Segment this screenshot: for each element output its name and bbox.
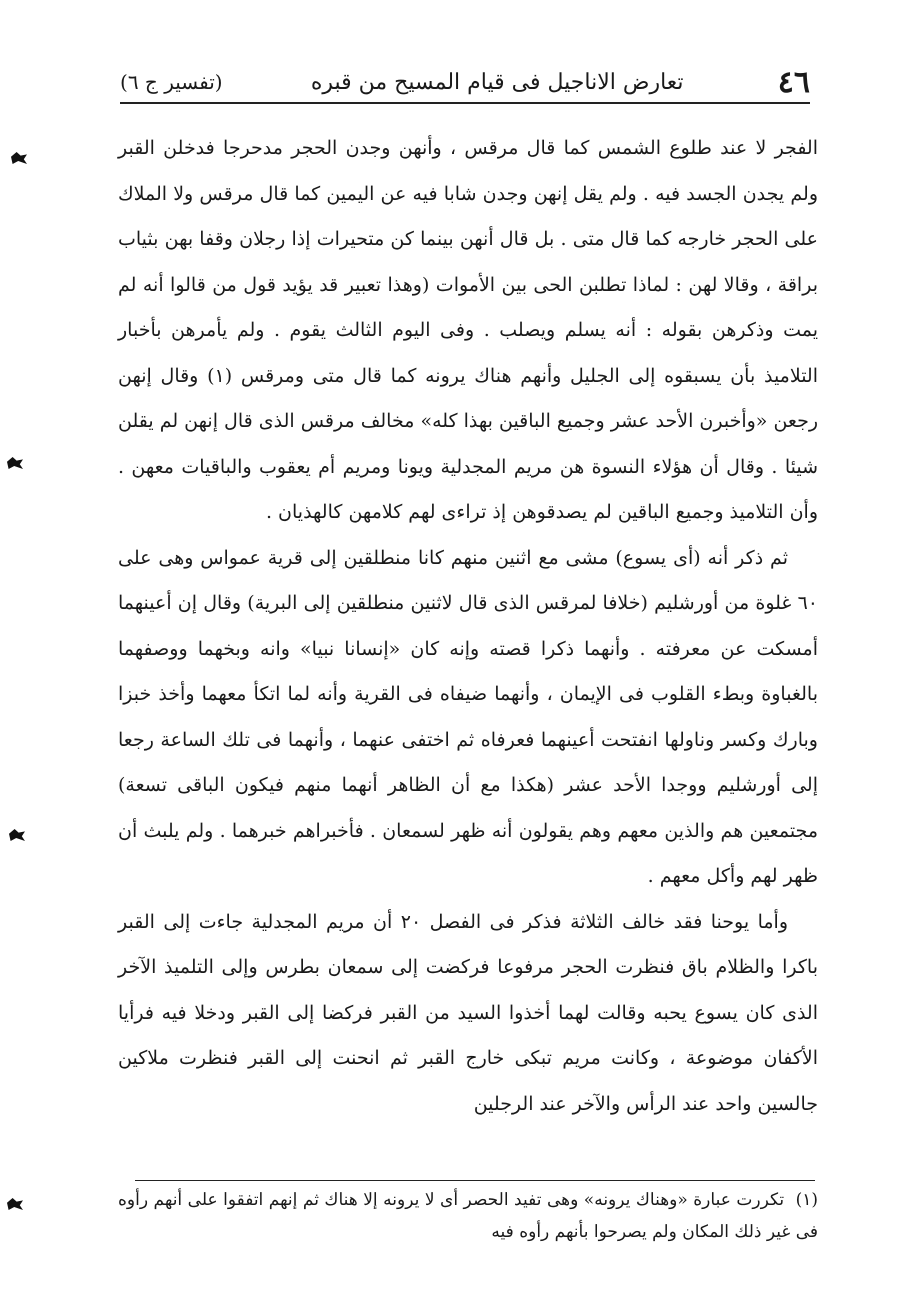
paragraph: الفجر لا عند طلوع الشمس كما قال مرقس ، وأنهن وجدن الحجر مدحرجا فدخلن القبر ولم يجدن الجسد فيه . ولم يقل إنهن وجدن شابا فيه عن اليمين كما قال مرقس ولا الملاك على الحجر خارجه كما قال متى . بل قال أنهن بينما كن متحيرات إذا رجلان وقفا بهن بثياب براقة ، وقالا لهن : لماذا تطلبن الحى بين الأموات (وهذا تعبير قد يؤيد قول من قالوا أنه لم يمت وذكرهن بقوله : أنه يسلم ويصلب . وفى اليوم الثالث يقوم . ولم يأمرهن بأخبار التلاميذ بأن يسبقوه إلى الجليل وأنهم هناك يرونه كما قال متى ومرقس (١) وقال إنهن رجعن «وأخبرن الأحد عشر وجميع الباقين بهذا كله» مخالف مرقس الذى قال إنهن لم يقلن شيئا . وقال أن هؤلاء النسوة هن مريم المجدلية ويونا ومريم أم يعقوب والباقيات معهن . وأن التلاميذ وجميع الباقين لم يصدقوهن إذ تراءى لهم كلامهن كالهذيان . (118, 137, 818, 523)
footnote-divider (135, 1180, 815, 1181)
main-text (118, 126, 818, 1127)
paragraph: ثم ذكر أنه (أى يسوع) مشى مع اثنين منهم كانا منطلقين إلى قرية عمواس وهى على ٦٠ غلوة من أورشليم (خلافا لمرقس الذى قال لاثنين منطلقين إلى البرية) وقال إن أعينهما أمسكت عن معرفته . وأنهما ذكرا قصته وإنه كان «إنسانا نبيا» وانه وبخهما ووصفهما بالغباوة وبطء القلوب فى الإيمان ، وأنهما ضيفاه فى القرية وأنه لما اتكأ معهما وأخذ خبزا وبارك وكسر وناولها انفتحت أعينهما فعرفاه ثم اختفى عنهما ، وأنهما فى تلك الساعة رجعا إلى أورشليم ووجدا الأحد عشر (هكذا مع أن الظاهر أنهما منهم فيكون الباقى تسعة) مجتمعين هم والذين معهم وهم يقولون أنه ظهر لسمعان . فأخبراهم خبرهما . ولم يلبث أن ظهر لهم وأكل معهم . (118, 546, 818, 887)
running-title: تعارض الاناجيل فى قيام المسيح من قبره (310, 69, 684, 95)
page-number: ٤٦ (777, 64, 810, 100)
binding-hole-mark-icon (4, 455, 26, 473)
paragraph: وأما يوحنا فقد خالف الثلاثة فذكر فى الفصل ٢٠ أن مريم المجدلية جاءت إلى القبر باكرا والظلام باق فنظرت الحجر مرفوعا فركضت إلى سمعان بطرس وإلى التلميذ الآخر الذى كان يسوع يحبه وقالت لهما أخذوا السيد من القبر فركضا إلى القبر ودخلا فيه فرأيا الأكفان موضوعة ، وكانت مريم تبكى خارج القبر ثم انحنت إلى القبر فنظرت ملاكين جالسين واحد عند الرأس والآخر عند الرجلين (118, 910, 818, 1115)
binding-hole-mark-icon (8, 150, 30, 168)
binding-hole-mark-icon (6, 827, 28, 845)
footnote-marker: (١) (795, 1190, 819, 1210)
page-header (120, 62, 810, 104)
binding-hole-mark-icon (4, 1196, 26, 1214)
footnote-text: تكررت عبارة «وهناك يرونه» وهى تفيد الحصر أى لا يرونه إلا هناك ثم إنهم اتفقوا على أنهم رأوه فى غير ذلك المكان ولم يصرحوا بأنهم رأوه فيه (118, 1190, 818, 1242)
volume-label: (تفسير ج ٦) (120, 70, 223, 94)
footnote (118, 1184, 818, 1248)
